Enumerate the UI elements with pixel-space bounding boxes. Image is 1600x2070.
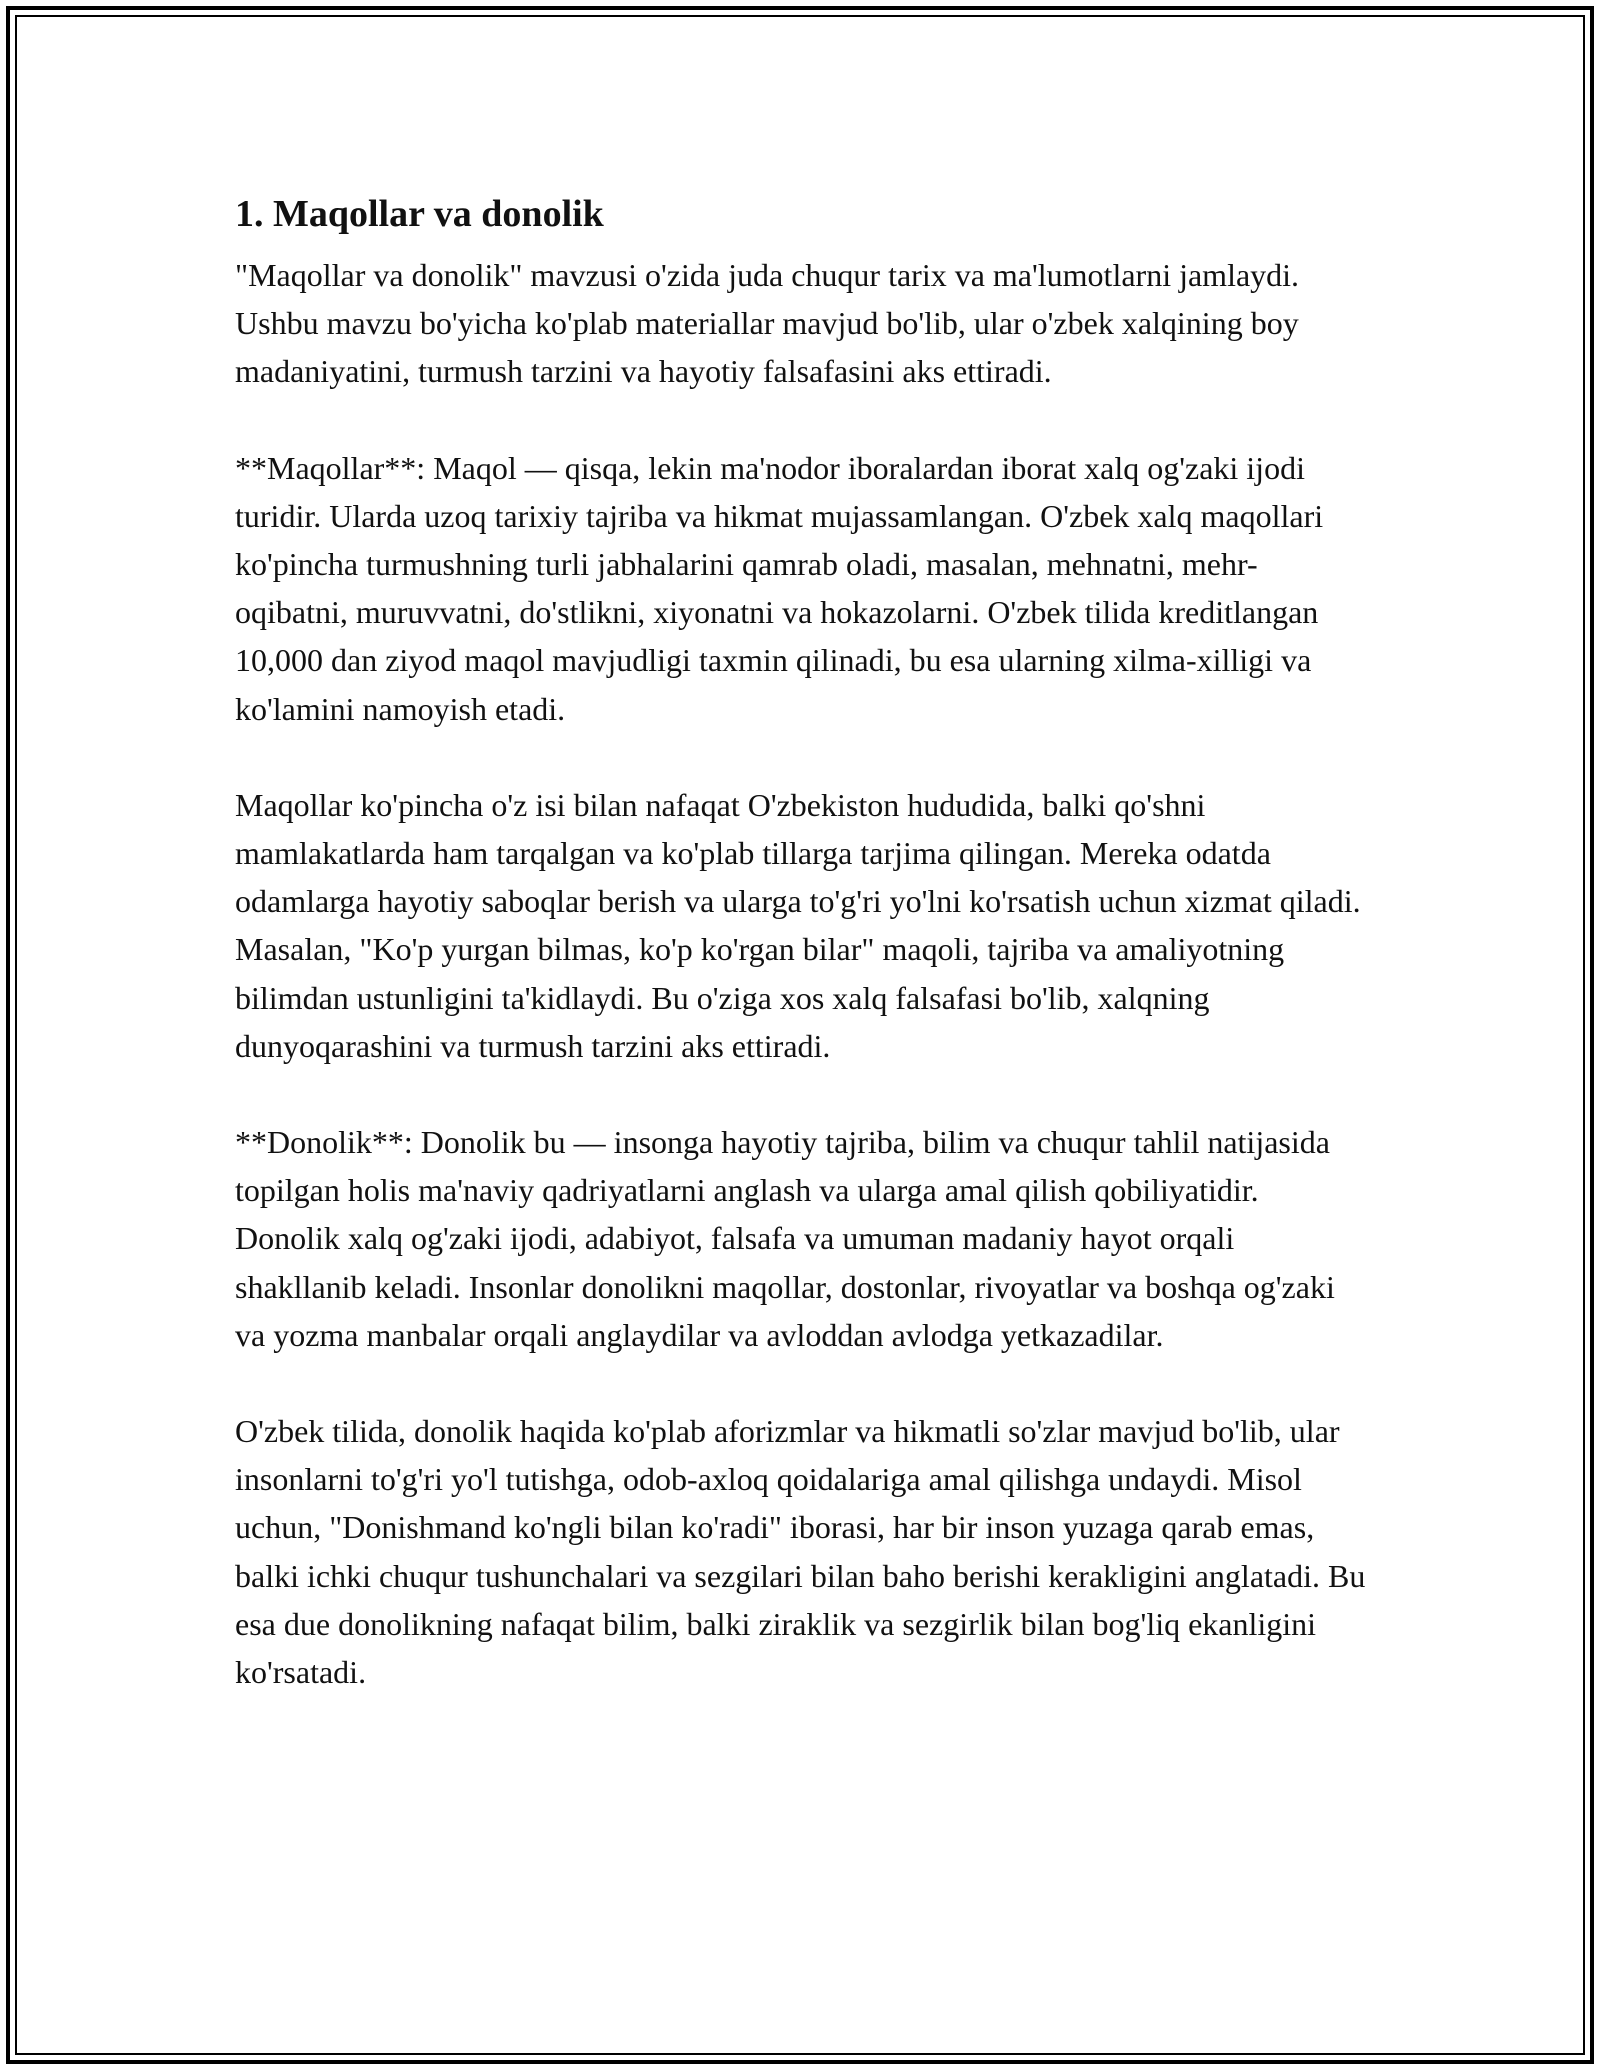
paragraph-donolik-aphorisms: O'zbek tilida, donolik haqida ko'plab aforizmlar va hikmatli so'zlar mavjud bo'lib, ular insonlarni to'g'ri yo'l tutishga, odob-axloq qoidalariga amal qilishga undaydi. Misol uchun, "Donishmand ko'ngli bilan ko'radi" iborasi, har bir inson yuzaga qarab emas, balki ichki chuqur tushunchalari va sezgilari bilan baho berishi kerakligini anglatadi. Bu esa due donolikning nafaqat bilim, balki ziraklik va sezgirlik bilan bog'liq ekanligini ko'rsatadi. (235, 1413, 1366, 1691)
paragraph-donolik: **Donolik**: Donolik bu — insonga hayotiy tajriba, bilim va chuqur tahlil natijasida topilgan holis ma'naviy qadriyatlarni anglash va ularga amal qilish qobiliyatidir. Donolik xalq og'zaki ijodi, adabiyot, falsafa va umuman madaniy hayot orqali shakllanib keladi. Insonlar donolikni maqollar, dostonlar, rivoyatlar va boshqa og'zaki va yozma manbalar orqali anglaydilar va avloddan avlodga yetkazadilar. (235, 1124, 1335, 1353)
paragraph-intro: "Maqollar va donolik" mavzusi o'zida juda chuqur tarix va ma'lumotlarni jamlaydi. Ushbu mavzu bo'yicha ko'plab materiallar mavjud bo'lib, ular o'zbek xalqining boy madaniyatini, turmush tarzini va hayotiy falsafasini aks ettiradi. (235, 257, 1300, 390)
section-heading: 1. Maqollar va donolik (235, 193, 604, 235)
paragraph-maqollar-spread: Maqollar ko'pincha o'z isi bilan nafaqat O'zbekiston hududida, balki qo'shni mamlakatlarda ham tarqalgan va ko'plab tillarga tarjima qilingan. Mereka odatda odamlarga hayotiy saboqlar berish va ularga to'g'ri yo'lni ko'rsatish uchun xizmat qiladi. Masalan, "Ko'p yurgan bilmas, ko'p ko'rgan bilar" maqoli, tajriba va amaliyotning bilimdan ustunligini ta'kidlaydi. Bu o'ziga xos xalq falsafasi bo'lib, xalqning dunyoqarashini va turmush tarzini aks ettiradi. (235, 786, 1361, 1064)
paragraph-maqollar: **Maqollar**: Maqol — qisqa, lekin ma'nodor iboralardan iborat xalq og'zaki ijodi turidir. Ularda uzoq tarixiy tajriba va hikmat mujassamlangan. O'zbek xalq maqollari ko'pincha turmushning turli jabhalarini qamrab oladi, masalan, mehnatni, mehr-oqibatni, muruvvatni, do'stlikni, xiyonatni va hokazolarni. O'zbek tilida kreditlangan 10,000 dan ziyod maqol mavjudligi taxmin qilinadi, bu esa ularning xilma-xilligi va ko'lamini namoyish etadi. (235, 449, 1324, 727)
document-body (235, 185, 1370, 1744)
